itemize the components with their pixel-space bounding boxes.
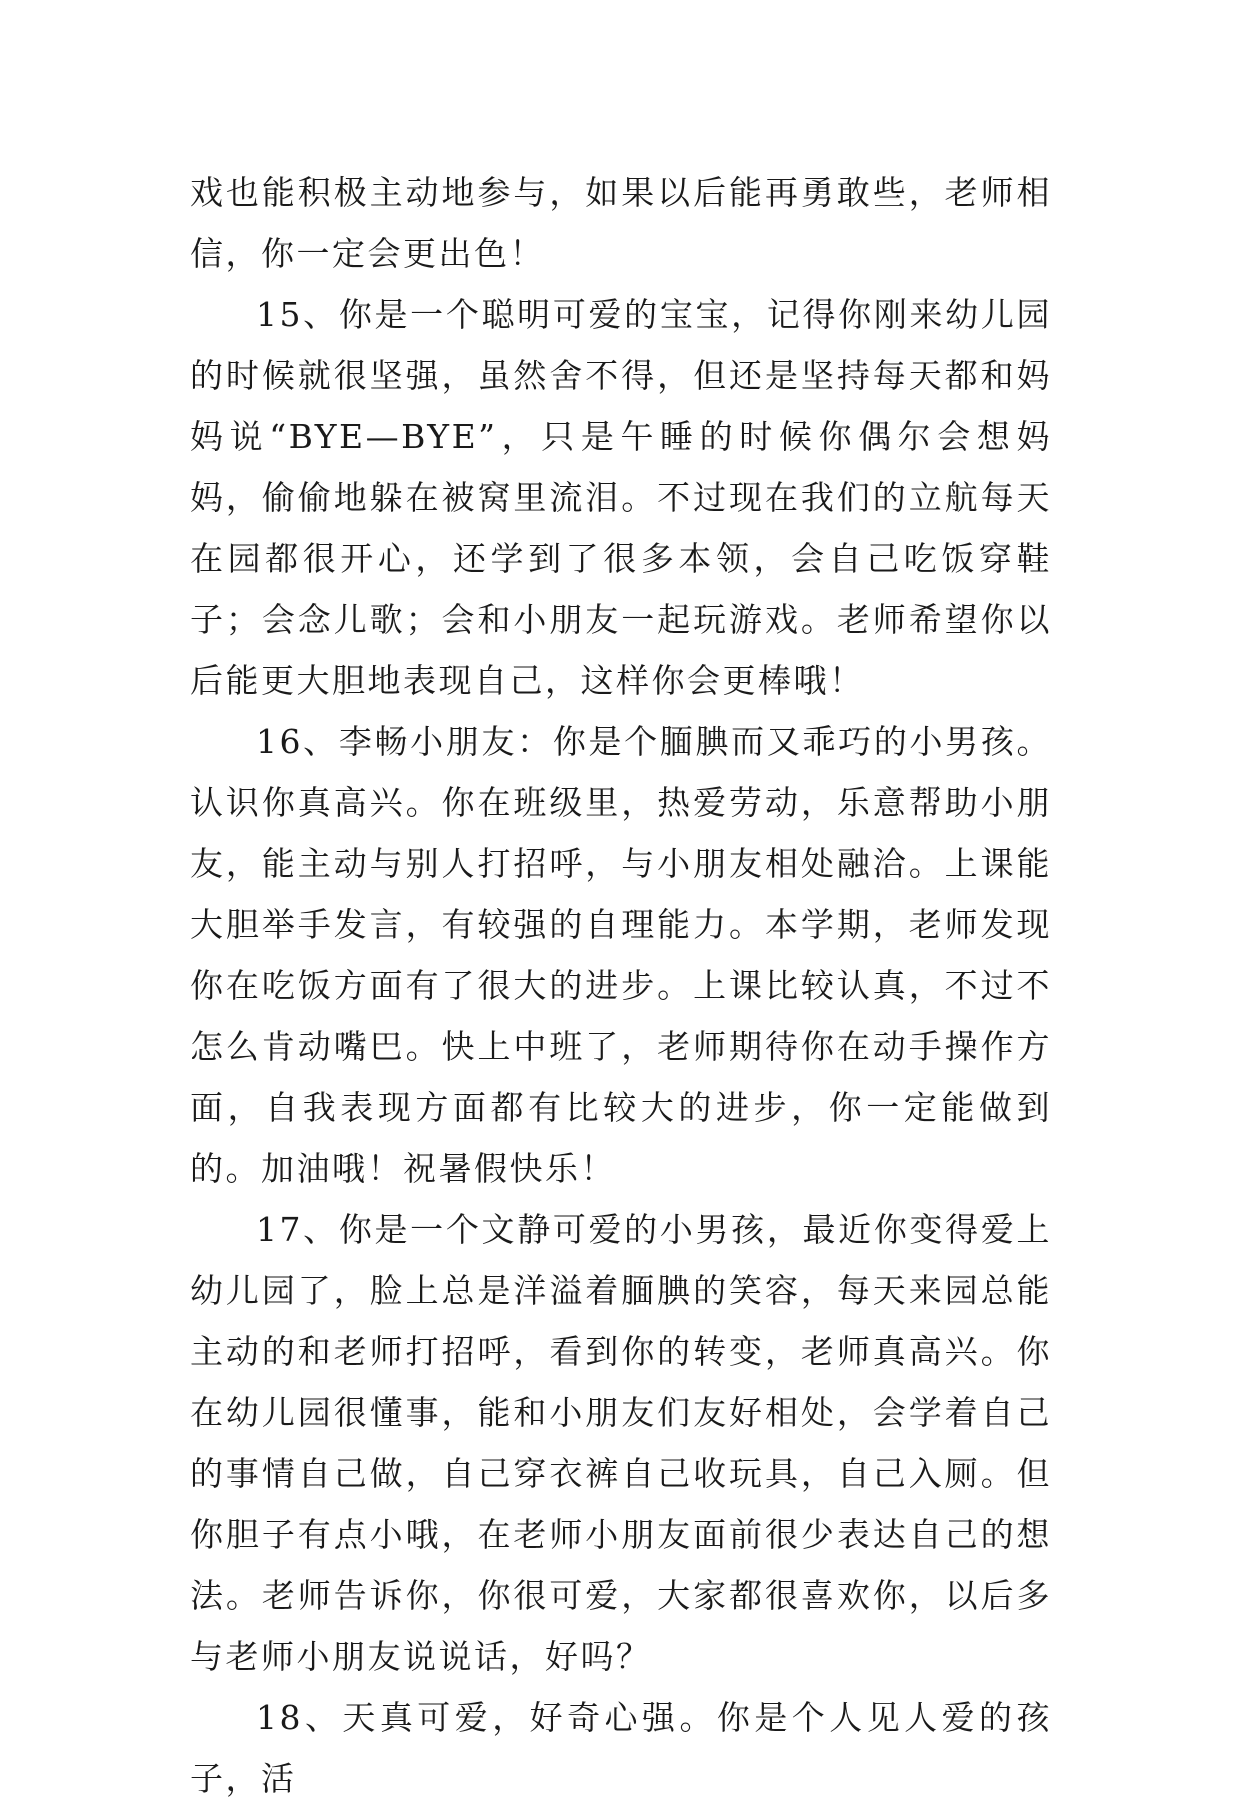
paragraph-item-18: 18、天真可爱，好奇心强。你是个人见人爱的孩子，活 — [190, 1698, 1052, 1798]
paragraph-item-17: 17、你是一个文静可爱的小男孩，最近你变得爱上幼儿园了，脸上总是洋溢着腼腆的笑容，每天来园总能主动的和老师打招呼，看到你的转变，老师真高兴。你在幼儿园很懂事，能和小朋友们友好相处，会学着自己的事情自己做，自己穿衣裤自己收玩具，自己入厕。但你胆子有点小哦，在老师小朋友面前很少表达自己的想法。老师告诉你，你很可爱，大家都很喜欢你，以后多与老师小朋友说说话，好吗？ — [190, 1210, 1052, 1676]
document-body — [190, 162, 1052, 1809]
paragraph-item-16: 16、李畅小朋友：你是个腼腆而又乖巧的小男孩。认识你真高兴。你在班级里，热爱劳动，乐意帮助小朋友，能主动与别人打招呼，与小朋友相处融洽。上课能大胆举手发言，有较强的自理能力。本学期，老师发现你在吃饭方面有了很大的进步。上课比较认真，不过不怎么肯动嘴巴。快上中班了，老师期待你在动手操作方面，自我表现方面都有比较大的进步，你一定能做到的。加油哦！祝暑假快乐！ — [190, 722, 1052, 1188]
paragraph-continuation: 戏也能积极主动地参与，如果以后能再勇敢些，老师相信，你一定会更出色！ — [190, 173, 1052, 273]
paragraph-item-15: 15、你是一个聪明可爱的宝宝，记得你刚来幼儿园的时候就很坚强，虽然舍不得，但还是坚持每天都和妈妈说“BYE—BYE”，只是午睡的时候你偶尔会想妈妈，偷偷地躲在被窝里流泪。不过现在我们的立航每天在园都很开心，还学到了很多本领，会自己吃饭穿鞋子；会念儿歌；会和小朋友一起玩游戏。老师希望你以后能更大胆地表现自己，这样你会更棒哦！ — [190, 295, 1052, 700]
